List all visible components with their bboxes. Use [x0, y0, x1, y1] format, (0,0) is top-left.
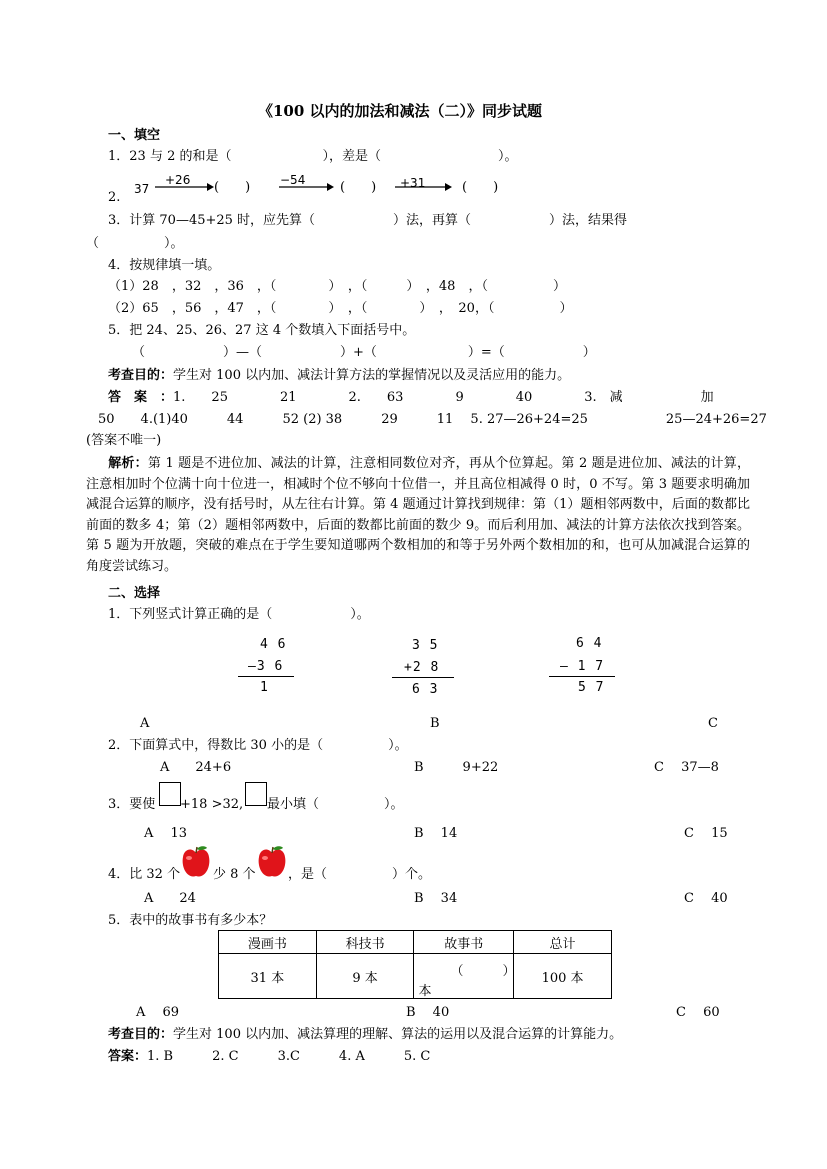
table-header: 总计 [514, 931, 612, 954]
calc-a-mid: —3 6 [248, 659, 284, 674]
q1-option-b: B [430, 716, 440, 731]
question-2-4-c: ，是（ ）个。 [288, 867, 432, 882]
analysis-text: 第 1 题是不进位加、减法的计算，注意相同数位对齐，再从个位算起。第 2 题是进位加、减法的计算，注意相加时个位满十向十位进一，相减时个位不够向十位借一，并且高位相减得 0 时，0 不写。第 3 题要求明确加减混合运算的顺序，没有括号时，从左往右计算。第 4 题通过计算找到规律：第（1）题相邻两数中，后面的数都比前面的数多 4；第（2）题相邻两数中，后面的数都比前面的数少 9。而后利用加、减法的计算方法依次找到答案。第 5 题为开放题，突破的难点在于学生要知道哪两个数相加的和等于另外两个数相加的和，也可从加减混合运算的角度尝试练习。 [86, 456, 750, 574]
table-cell-story [414, 954, 514, 999]
question-2-3-post: 最小填（ ）。 [267, 797, 404, 812]
answer-1-line-1 [108, 389, 714, 407]
apple-icon [254, 845, 290, 881]
question-1-5-equation: （ ）—（ ）+（ ）=（ ） [132, 345, 596, 360]
answer-box [245, 782, 267, 806]
analysis-label: 解析： [108, 456, 148, 471]
chain-blank-1: ( ) [214, 180, 251, 195]
question-1-4-2: （2）65 ，56 ，47 ，（ ） ，（ ） ， 20，（ ） [108, 301, 573, 316]
chain-op-1: +26 [165, 173, 191, 187]
chain-blank-2: ( ) [340, 180, 377, 195]
answer-text: 1. 25 21 2. 63 9 40 3. 减 加 [173, 390, 714, 405]
books-table [218, 930, 612, 999]
calc-b-top: 3 5 [412, 638, 439, 653]
arrow-head-icon [207, 183, 214, 191]
q4-option-c: C 40 [684, 891, 728, 906]
answer-2 [108, 1048, 430, 1066]
section-heading-fill: 一、填空 [108, 128, 161, 143]
q2-option-b: B 9+22 [414, 760, 499, 775]
calc-a-top: 4 6 [260, 637, 287, 652]
answer-box [159, 782, 181, 806]
question-2-4-b: 少 8 个 [213, 867, 256, 882]
story-blank: （ ） [450, 964, 516, 979]
q5-option-c: C 60 [676, 1005, 720, 1020]
q1-option-a: A [140, 716, 150, 731]
calc-c-top: 6 4 [576, 636, 603, 651]
q3-option-b: B 14 [414, 826, 458, 841]
story-unit: 本 [418, 984, 432, 999]
aim-1 [108, 367, 570, 385]
q2-option-c: C 37—8 [654, 760, 719, 775]
chain-blank-3: ( ) [462, 180, 499, 195]
q2-option-a: A 24+6 [160, 760, 232, 775]
question-1-2-label: 2. [108, 190, 121, 205]
question-2-1: 1．下列竖式计算正确的是（ ）。 [108, 607, 370, 622]
question-1-4: 4．按规律填一填。 [108, 258, 221, 273]
section-heading-choice: 二、选择 [108, 586, 161, 601]
q5-option-b: B 40 [406, 1005, 450, 1020]
question-1-3: 3．计算 70—45+25 时，应先算（ ）法，再算（ ）法，结果得 [108, 213, 628, 228]
question-1-5: 5．把 24、25、26、27 这 4 个数填入下面括号中。 [108, 323, 416, 338]
table-header: 故事书 [414, 931, 514, 954]
table-cell: 9 本 [316, 954, 414, 999]
calc-b-mid: +2 8 [404, 660, 440, 675]
table-cell: 31 本 [219, 954, 317, 999]
question-2-3-mid: +18 >32, [180, 797, 244, 812]
q5-option-a: A 69 [136, 1005, 180, 1020]
question-1-4-1: （1）28 ，32 ，36 ，（ ） ，（ ） ，48 ，（ ） [108, 279, 566, 294]
question-2-5: 5．表中的故事书有多少本？ [108, 913, 273, 928]
calc-a-line [238, 676, 294, 677]
aim-label: 考查目的： [108, 368, 174, 383]
calc-c-result: 5 7 [578, 680, 605, 695]
calc-b-line [392, 677, 454, 678]
question-1-1: 1．23 与 2 的和是（ ），差是（ ）。 [108, 149, 518, 164]
answer-1-line-3: (答案不唯一) [86, 433, 162, 448]
page-title: 《100 以内的加法和减法（二）》同步试题 [258, 102, 543, 120]
aim-2 [108, 1026, 622, 1044]
question-2-2: 2．下面算式中，得数比 30 小的是（ ）。 [108, 738, 408, 753]
q3-option-c: C 15 [684, 826, 728, 841]
calc-b-result: 6 3 [412, 682, 439, 697]
aim-text: 学生对 100 以内加、减法计算方法的掌握情况以及灵活应用的能力。 [173, 368, 571, 383]
answer-label: 答 案 ： [108, 390, 174, 405]
chain-op-2: −54 [280, 173, 306, 187]
question-1-3-cont: （ ）。 [86, 236, 184, 251]
chain-op-3: +31 [400, 176, 426, 190]
calc-a-result: 1 [260, 680, 269, 695]
q3-option-a: A 13 [144, 826, 188, 841]
arrow-head-icon [445, 183, 452, 191]
q4-option-b: B 34 [414, 891, 458, 906]
table-header: 漫画书 [219, 931, 317, 954]
arrow-head-icon [327, 183, 334, 191]
aim-text: 学生对 100 以内加、减法算理的理解、算法的运用以及混合运算的计算能力。 [173, 1027, 623, 1042]
q4-option-a: A 24 [144, 891, 196, 906]
answer-1-line-2: 50 4.(1)40 44 52 (2) 38 29 11 5. 27—26+24=25 25—24+26=27 [98, 412, 767, 427]
table-cell: 100 本 [514, 954, 612, 999]
analysis-paragraph [86, 454, 750, 577]
aim-label: 考查目的： [108, 1027, 174, 1042]
question-2-4-a: 4．比 32 个 [108, 867, 181, 882]
chain-start: 37 [134, 182, 150, 196]
apple-icon [178, 845, 214, 881]
calc-c-mid: — 1 7 [560, 659, 605, 674]
answer-label: 答案： [108, 1049, 148, 1064]
calc-c-line [549, 676, 615, 677]
answer-text: 1. B 2. C 3.C 4. A 5. C [147, 1049, 431, 1064]
table-header: 科技书 [316, 931, 414, 954]
question-2-3-pre: 3．要使 [108, 797, 156, 812]
q1-option-c: C [708, 716, 718, 731]
